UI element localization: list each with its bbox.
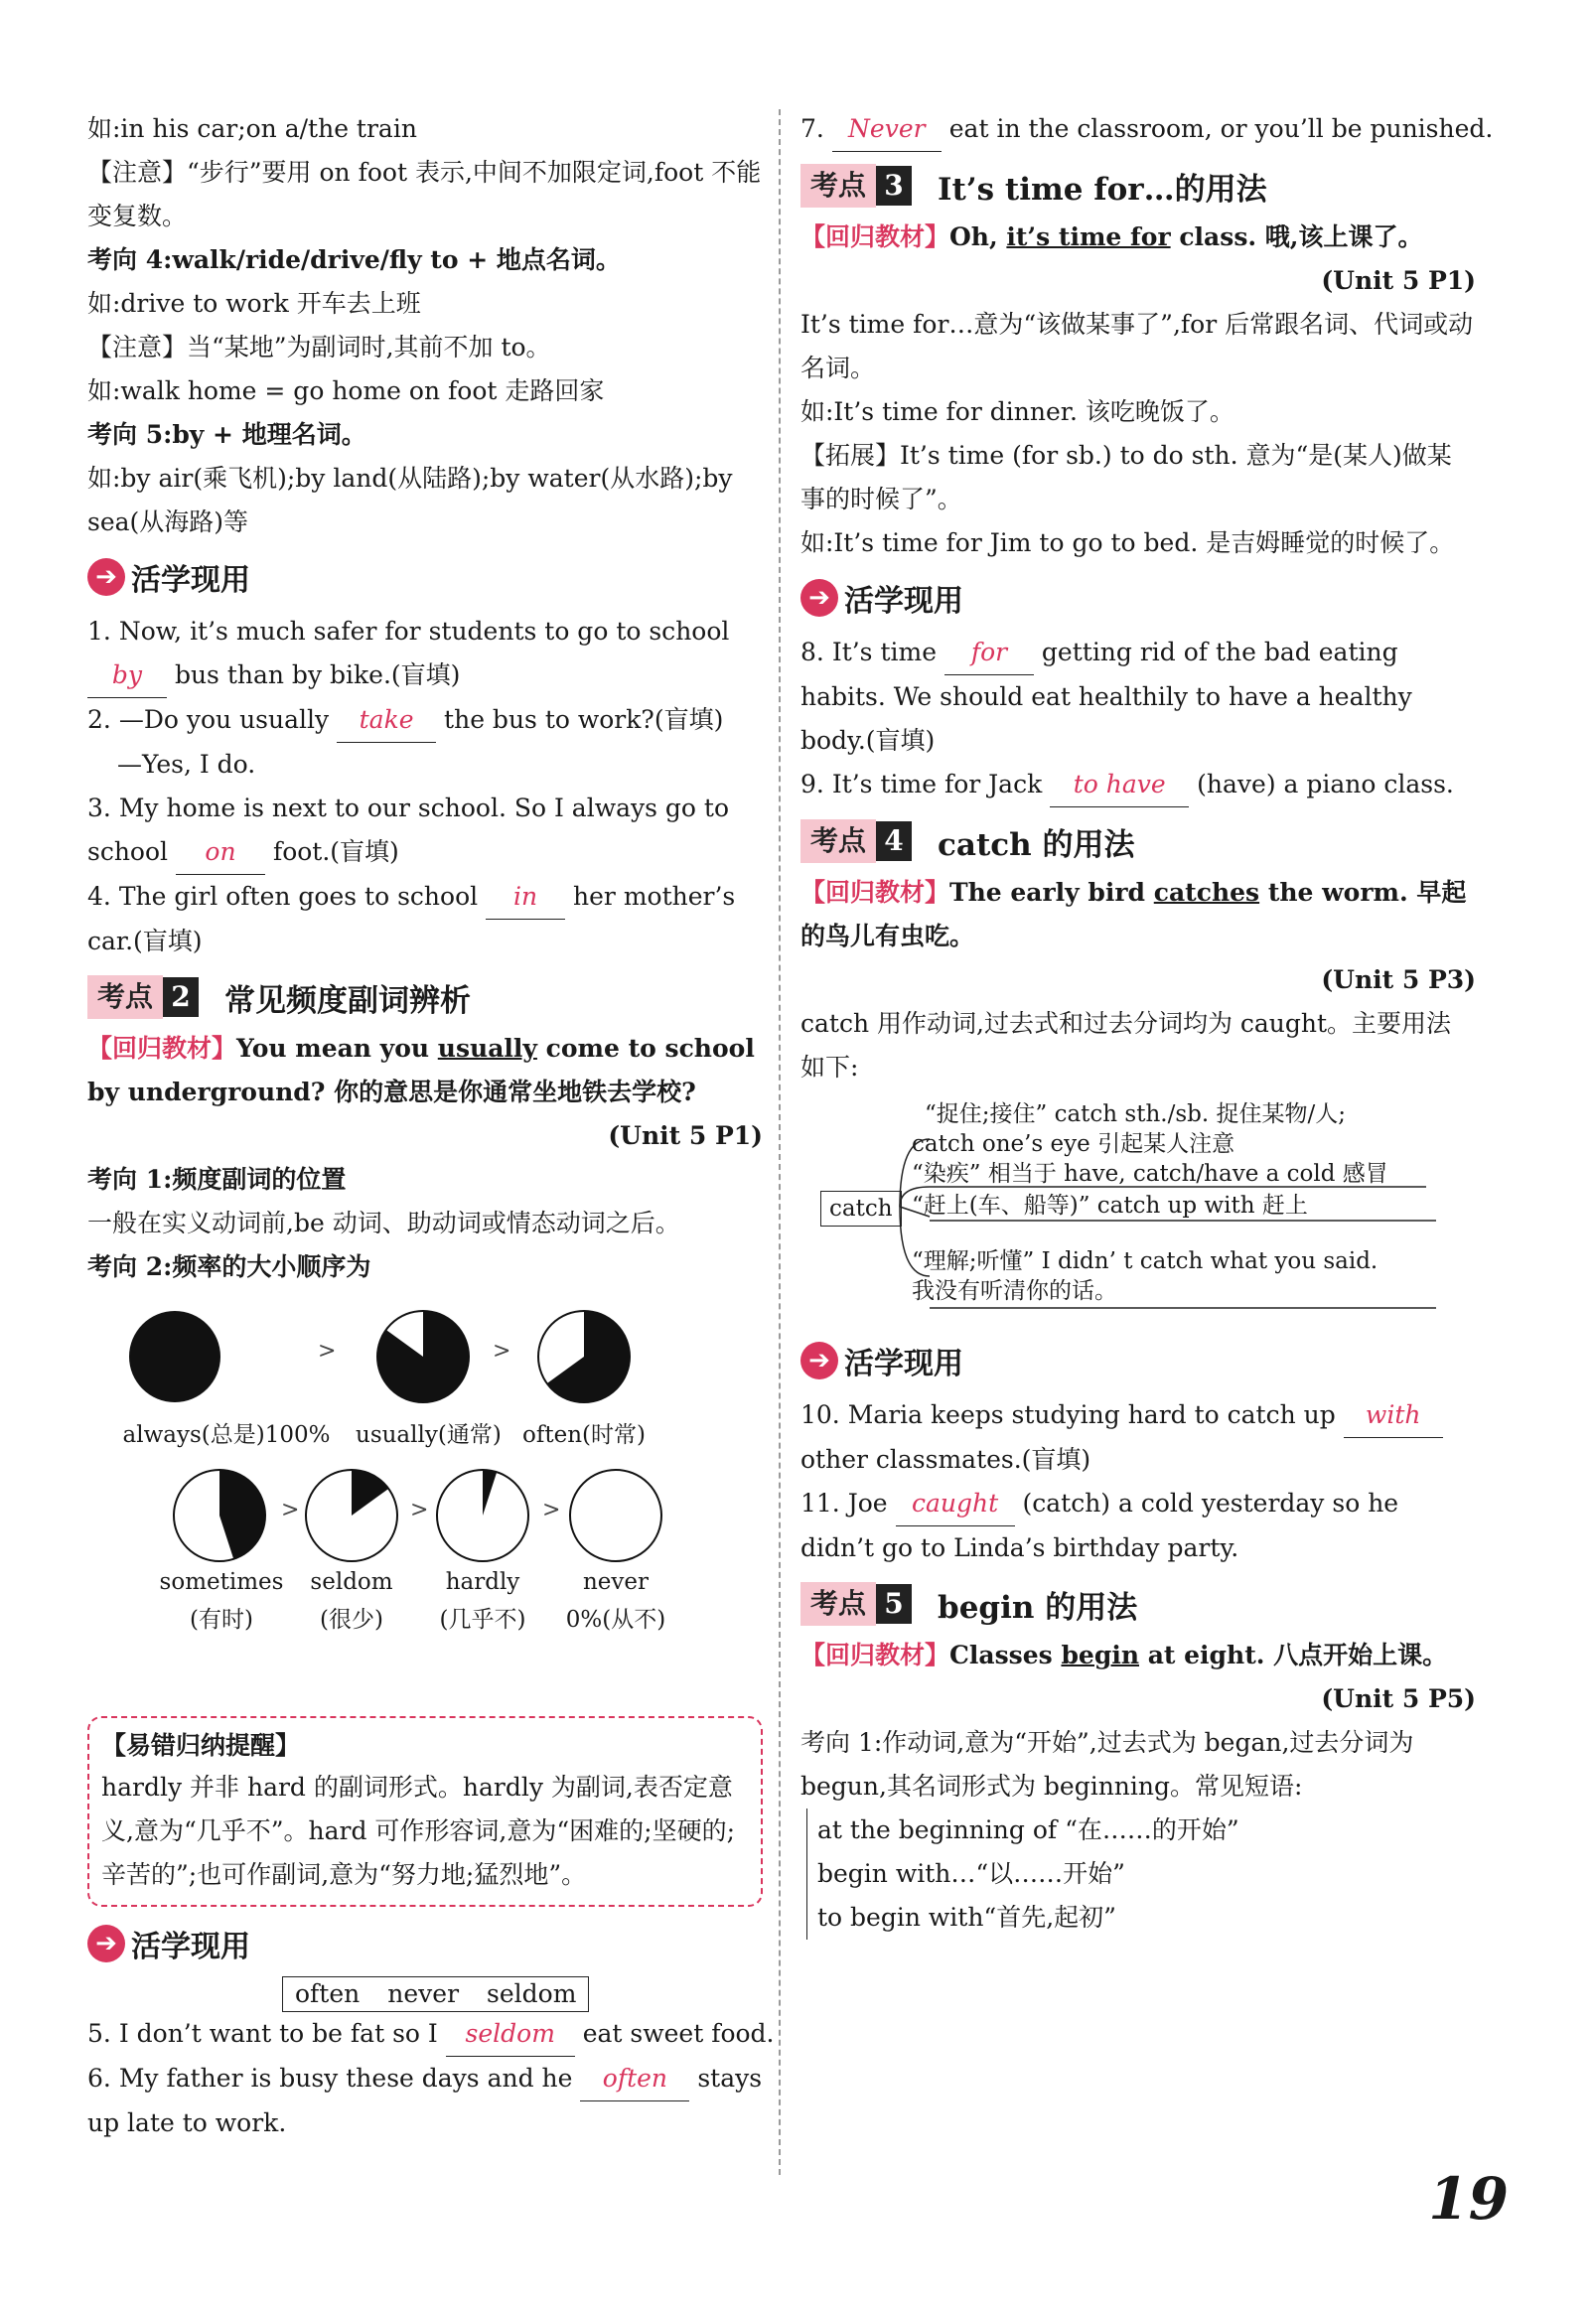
question-2-reply: —Yes, I do.	[117, 750, 256, 779]
pie-never	[568, 1468, 663, 1563]
question-6: 6. My father is busy these days and he often stays up late to work.	[87, 2057, 763, 2145]
pie-label-sometimes-cn: (有时)	[190, 1607, 253, 1633]
kaodian-title: begin 的用法	[938, 1589, 1138, 1626]
catch-diagram	[800, 1099, 1476, 1328]
practice-title: 活学现用	[131, 1930, 250, 1964]
catch-branch: “染疾” 相当于 have, catch/have a cold 感冒	[912, 1161, 1388, 1187]
answer-blank[interactable]: take	[337, 698, 436, 743]
intro-line: 如:in his car;on a/the train	[87, 114, 417, 143]
unit-ref: (Unit 5 P3)	[1321, 965, 1476, 994]
tip-text: hardly 并非 hard 的副词形式。hardly 为副词,表否定意义,意为“几乎不”。hard 可作形容词,意为“困难的;坚硬的;辛苦的”;也可作副词,意为“努力地;猛烈地”。	[101, 1773, 735, 1889]
pie-label-seldom-cn: (很少)	[320, 1607, 383, 1633]
arrow-right-icon: ➔	[87, 558, 125, 596]
pie-seldom	[304, 1468, 399, 1563]
greater-than-sign: >	[493, 1339, 511, 1364]
tip-box	[87, 1716, 763, 1907]
answer-blank[interactable]: in	[486, 875, 565, 920]
kaodian-5-header	[800, 1580, 1476, 1628]
practice-title: 活学现用	[844, 584, 963, 619]
arrow-right-icon: ➔	[800, 579, 838, 617]
answer-blank[interactable]: for	[944, 631, 1034, 675]
kd3-extension: 【拓展】It’s time (for sb.) to do sth. 意为“是(某人)做某事的时候了”。	[800, 441, 1452, 513]
pie-label-always: always(总是)100%	[122, 1422, 331, 1448]
pie-label-usually: usually(通常)	[356, 1422, 502, 1448]
frequency-pies	[87, 1289, 763, 1706]
pie-sometimes	[172, 1468, 267, 1563]
answer-blank[interactable]: by	[87, 653, 167, 698]
kaodian-tag: 考点	[800, 164, 876, 208]
phrase-item: at the beginning of “在……的开始”	[817, 1815, 1239, 1844]
question-1: 1. Now, it’s much safer for students to go to school by bus than by bike.(盲填)	[87, 610, 763, 698]
pie-usually	[375, 1309, 471, 1404]
greater-than-sign: >	[410, 1498, 429, 1522]
practice-title: 活学现用	[131, 563, 250, 598]
phrase-item: begin with…“以……开始”	[817, 1859, 1125, 1888]
greater-than-sign: >	[281, 1498, 300, 1522]
catch-branch: catch one’s eye 引起某人注意	[912, 1131, 1235, 1157]
pie-label-never-cn: 0%(从不)	[565, 1607, 666, 1633]
intro-line: 考向 5:by + 地理名词。	[87, 420, 366, 449]
kaoxiang-2-title: 考向 2:频率的大小顺序为	[87, 1252, 371, 1281]
practice-header	[800, 571, 1476, 625]
kaodian-tag: 考点	[87, 975, 163, 1019]
tip-title: 【易错归纳提醒】	[101, 1731, 301, 1760]
practice-title: 活学现用	[844, 1347, 963, 1381]
textbook-quote: 【回归教材】The early bird catches the worm. 早起的鸟儿有虫吃。	[800, 878, 1467, 950]
practice-header	[87, 1917, 763, 1970]
kaodian-title: 常见频度副词辨析	[224, 982, 472, 1019]
question-7: 7. Never eat in the classroom, or you’ll be punished.	[800, 107, 1476, 152]
kaoxiang-1-title: 考向 1:频度副词的位置	[87, 1165, 347, 1194]
answer-blank[interactable]: Never	[832, 107, 942, 152]
catch-branch: “捉住;接住” catch sth./sb. 捉住某物/人;	[925, 1101, 1346, 1127]
question-3: 3. My home is next to our school. So I always go to school on foot.(盲填)	[87, 787, 763, 875]
question-10: 10. Maria keeps studying hard to catch up with other classmates.(盲填)	[800, 1393, 1476, 1482]
catch-branch: 我没有听清你的话。	[912, 1278, 1117, 1304]
intro-line: 考向 4:walk/ride/drive/fly to + 地点名词。	[87, 245, 621, 274]
kaodian-tag: 考点	[800, 1582, 876, 1626]
question-9: 9. It’s time for Jack to have (have) a piano class.	[800, 763, 1476, 807]
question-2: 2. —Do you usually take the bus to work?(盲填)	[87, 698, 763, 743]
question-5: 5. I don’t want to be fat so I seldom eat sweet food.	[87, 2012, 763, 2057]
pie-label-hardly-cn: (几乎不)	[439, 1607, 526, 1633]
intro-line: 如:by air(乘飞机);by land(从陆路);by water(从水路);by sea(从海路)等	[87, 464, 733, 536]
arrow-right-icon: ➔	[87, 1925, 125, 1962]
practice-header	[87, 550, 763, 604]
kaoxiang-1-text: 一般在实义动词前,be 动词、助动词或情态动词之后。	[87, 1209, 680, 1237]
phrase-list	[806, 1809, 1476, 1940]
answer-blank[interactable]: seldom	[446, 2012, 575, 2057]
kaodian-title: catch 的用法	[938, 826, 1135, 863]
intro-line: 如:drive to work 开车去上班	[87, 289, 421, 318]
greater-than-sign: >	[542, 1498, 561, 1522]
kaodian-2-header	[87, 973, 763, 1021]
answer-blank[interactable]: with	[1344, 1393, 1443, 1438]
textbook-quote: 【回归教材】Classes begin at eight. 八点开始上课。	[800, 1641, 1448, 1669]
kd3-example: 如:It’s time for dinner. 该吃晚饭了。	[800, 397, 1234, 426]
kaodian-tag: 考点	[800, 819, 876, 863]
kaodian-title: It’s time for…的用法	[938, 171, 1267, 208]
pie-label-sometimes: sometimes	[159, 1569, 284, 1595]
question-4: 4. The girl often goes to school in her mother’s car.(盲填)	[87, 875, 763, 963]
kaodian-number: 2	[163, 977, 199, 1017]
question-8: 8. It’s time for getting rid of the bad eating habits. We should eat healthily to have a healthy body.(盲填)	[800, 631, 1476, 763]
intro-line: 【注意】当“某地”为副词时,其前不加 to。	[87, 333, 551, 362]
kd3-example-2: 如:It’s time for Jim to go to bed. 是吉姆睡觉的时候了。	[800, 528, 1455, 557]
kaodian-number: 4	[876, 821, 912, 861]
kaodian-number: 5	[876, 1584, 912, 1624]
catch-root: catch	[820, 1191, 902, 1227]
catch-branch: “理解;听懂” I didn’ t catch what you said.	[912, 1248, 1378, 1274]
left-column	[87, 107, 775, 2145]
kd4-text: catch 用作动词,过去式和过去分词均为 caught。主要用法如下:	[800, 1009, 1452, 1082]
pie-label-seldom: seldom	[310, 1569, 393, 1595]
phrase-item: to begin with“首先,起初”	[817, 1903, 1116, 1932]
pie-label-hardly: hardly	[445, 1569, 520, 1595]
textbook-quote: 【回归教材】You mean you usually come to school by underground? 你的意思是你通常坐地铁去学校?	[87, 1034, 755, 1106]
greater-than-sign: >	[318, 1339, 337, 1364]
pie-always	[127, 1309, 222, 1404]
kd5-text: 考向 1:作动词,意为“开始”,过去式为 began,过去分词为 begun,其名词形式为 beginning。常见短语:	[800, 1728, 1414, 1801]
intro-line: 【注意】“步行”要用 on foot 表示,中间不加限定词,foot 不能变复数。	[87, 158, 762, 230]
unit-ref: (Unit 5 P1)	[1321, 266, 1476, 295]
arrow-right-icon: ➔	[800, 1342, 838, 1379]
answer-blank[interactable]: often	[580, 2057, 689, 2101]
kd3-text: It’s time for…意为“该做某事了”,for 后常跟名词、代词或动名词。	[800, 310, 1474, 382]
catch-branch: “赶上(车、船等)” catch up with 赶上	[912, 1193, 1308, 1219]
pie-often	[536, 1309, 632, 1404]
kaodian-number: 3	[876, 166, 912, 206]
answer-blank[interactable]: to have	[1050, 763, 1189, 807]
unit-ref: (Unit 5 P5)	[1321, 1684, 1476, 1713]
pie-hardly	[435, 1468, 530, 1563]
question-11: 11. Joe caught (catch) a cold yesterday so he didn’t go to Linda’s birthday party.	[800, 1482, 1476, 1570]
answer-blank[interactable]: caught	[896, 1482, 1015, 1526]
kaodian-4-header	[800, 817, 1476, 865]
column-divider	[779, 109, 781, 2175]
word-option: seldom	[487, 1979, 577, 2008]
unit-ref: (Unit 5 P1)	[608, 1121, 763, 1150]
intro-line: 如:walk home = go home on foot 走路回家	[87, 376, 605, 405]
answer-blank[interactable]: on	[176, 830, 265, 875]
word-option: never	[387, 1979, 460, 2008]
practice-header	[800, 1334, 1476, 1387]
textbook-quote: 【回归教材】Oh, it’s time for class. 哦,该上课了。	[800, 222, 1423, 251]
pie-label-never: never	[582, 1569, 650, 1595]
word-option: often	[295, 1979, 361, 2008]
kaodian-3-header	[800, 162, 1476, 210]
pie-label-often: often(时常)	[522, 1422, 646, 1448]
page-number: 19	[1428, 2165, 1509, 2233]
right-column	[800, 107, 1494, 1940]
word-box	[282, 1976, 589, 2012]
